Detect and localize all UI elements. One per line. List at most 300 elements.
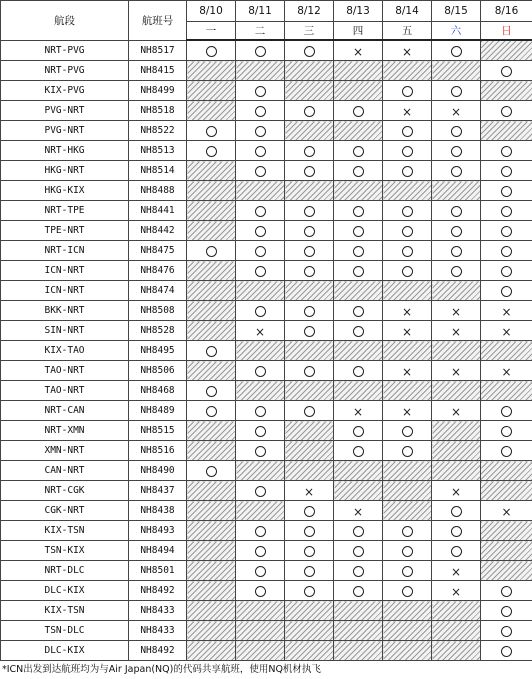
operating-cell (236, 581, 285, 601)
flight-number-cell: NH8437 (129, 481, 187, 501)
no-service-cell (187, 561, 236, 581)
flight-number-cell: NH8489 (129, 401, 187, 421)
operating-cell (285, 201, 334, 221)
cross-icon: × (501, 365, 512, 379)
operating-cell (334, 101, 383, 121)
circle-icon (304, 206, 315, 217)
table-row (1, 40, 532, 61)
operating-cell (285, 561, 334, 581)
operating-cell (432, 261, 481, 281)
no-service-cell (383, 501, 432, 521)
operating-cell (334, 541, 383, 561)
operating-cell (481, 201, 532, 221)
circle-icon (402, 526, 413, 537)
operating-cell (334, 521, 383, 541)
circle-icon (304, 246, 315, 257)
no-service-cell (334, 481, 383, 501)
circle-icon (353, 586, 364, 597)
operating-cell (432, 141, 481, 161)
operating-cell (285, 521, 334, 541)
circle-icon (501, 146, 512, 157)
circle-icon (353, 446, 364, 457)
circle-icon (451, 506, 462, 517)
circle-icon (353, 166, 364, 177)
operating-cell (285, 301, 334, 321)
operating-cell (432, 81, 481, 101)
table-row (1, 101, 532, 121)
no-service-cell (481, 541, 532, 561)
no-service-cell (334, 641, 383, 661)
weekday-header-saturday: 六 (432, 22, 481, 41)
no-service-cell (432, 601, 481, 621)
operating-cell (432, 241, 481, 261)
flight-number-cell: NH8442 (129, 221, 187, 241)
operating-cell (481, 581, 532, 601)
route-cell: NRT-CGK (1, 481, 129, 501)
cancelled-cell (481, 501, 532, 521)
no-service-cell (481, 561, 532, 581)
circle-icon (304, 546, 315, 557)
circle-icon (402, 126, 413, 137)
cross-icon: × (450, 305, 462, 319)
operating-cell (236, 401, 285, 421)
circle-icon (255, 226, 266, 237)
table-row (1, 501, 532, 521)
operating-cell (285, 581, 334, 601)
flight-number-cell: NH8501 (129, 561, 187, 581)
cancelled-cell (432, 321, 481, 341)
route-cell: NRT-DLC (1, 561, 129, 581)
weekday-header: 四 (334, 22, 383, 41)
circle-icon (501, 246, 512, 257)
circle-icon (255, 86, 266, 97)
operating-cell (187, 401, 236, 421)
cancelled-cell (432, 581, 481, 601)
operating-cell (383, 441, 432, 461)
circle-icon (451, 266, 462, 277)
route-cell: PVG-NRT (1, 101, 129, 121)
circle-icon (402, 426, 413, 437)
weekday-header: 二 (236, 22, 285, 41)
cancelled-cell (383, 361, 432, 381)
no-service-cell (187, 441, 236, 461)
operating-cell (432, 40, 481, 61)
no-service-cell (383, 481, 432, 501)
operating-cell (383, 521, 432, 541)
no-service-cell (334, 461, 383, 481)
circle-icon (206, 46, 217, 57)
circle-icon (353, 546, 364, 557)
operating-cell (334, 261, 383, 281)
table-row (1, 221, 532, 241)
flight-number-cell: NH8517 (129, 40, 187, 61)
no-service-cell (334, 601, 383, 621)
route-cell: KIX-TSN (1, 521, 129, 541)
footnote: *ICN出发到达航班均为与Air Japan(NQ)的代码共享航班，使用NQ机材执飞 (2, 664, 321, 675)
table-row (1, 281, 532, 301)
no-service-cell (432, 281, 481, 301)
operating-cell (383, 81, 432, 101)
cross-icon: × (501, 325, 512, 339)
operating-cell (285, 40, 334, 61)
cancelled-cell (432, 561, 481, 581)
operating-cell (383, 421, 432, 441)
table-row (1, 401, 532, 421)
operating-cell (432, 521, 481, 541)
flight-number-cell: NH8468 (129, 381, 187, 401)
circle-icon (353, 206, 364, 217)
circle-icon (451, 526, 462, 537)
circle-icon (353, 526, 364, 537)
no-service-cell (383, 281, 432, 301)
no-service-cell (285, 281, 334, 301)
flight-number-cell: NH8493 (129, 521, 187, 541)
no-service-cell (236, 641, 285, 661)
operating-cell (334, 421, 383, 441)
operating-cell (187, 241, 236, 261)
circle-icon (206, 246, 217, 257)
flight-number-cell: NH8476 (129, 261, 187, 281)
cross-icon: × (450, 325, 462, 339)
no-service-cell (187, 621, 236, 641)
cross-icon: × (450, 405, 462, 419)
table-row (1, 301, 532, 321)
route-cell: TSN-DLC (1, 621, 129, 641)
operating-cell (481, 641, 532, 661)
no-service-cell (187, 501, 236, 521)
no-service-cell (285, 181, 334, 201)
circle-icon (353, 266, 364, 277)
no-service-cell (236, 461, 285, 481)
no-service-cell (187, 261, 236, 281)
route-column-header: 航段 (1, 1, 129, 41)
circle-icon (206, 146, 217, 157)
flight-number-cell: NH8492 (129, 641, 187, 661)
operating-cell (236, 481, 285, 501)
cross-icon: × (450, 585, 462, 599)
no-service-cell (236, 181, 285, 201)
flight-number-cell: NH8515 (129, 421, 187, 441)
circle-icon (402, 586, 413, 597)
table-row (1, 201, 532, 221)
operating-cell (187, 121, 236, 141)
cross-icon: × (450, 565, 462, 579)
weekday-header: 五 (383, 22, 432, 41)
no-service-cell (285, 461, 334, 481)
circle-icon (353, 306, 364, 317)
route-cell: TSN-KIX (1, 541, 129, 561)
operating-cell (285, 141, 334, 161)
cross-icon: × (401, 305, 413, 319)
flight-number-cell: NH8433 (129, 621, 187, 641)
date-header: 8/13 (334, 1, 383, 22)
circle-icon (255, 206, 266, 217)
no-service-cell (432, 641, 481, 661)
no-service-cell (383, 621, 432, 641)
no-service-cell (187, 101, 236, 121)
route-cell: NRT-CAN (1, 401, 129, 421)
table-row (1, 581, 532, 601)
operating-cell (432, 121, 481, 141)
circle-icon (451, 126, 462, 137)
route-cell: ICN-NRT (1, 281, 129, 301)
circle-icon (451, 86, 462, 97)
circle-icon (304, 46, 315, 57)
circle-icon (255, 546, 266, 557)
no-service-cell (236, 501, 285, 521)
operating-cell (236, 101, 285, 121)
table-row (1, 341, 532, 361)
no-service-cell (187, 361, 236, 381)
cancelled-cell (383, 301, 432, 321)
table-row (1, 601, 532, 621)
flight-number-cell: NH8415 (129, 61, 187, 81)
no-service-cell (432, 461, 481, 481)
circle-icon (255, 526, 266, 537)
flight-number-cell: NH8492 (129, 581, 187, 601)
cross-icon: × (450, 485, 462, 499)
no-service-cell (334, 341, 383, 361)
operating-cell (236, 361, 285, 381)
circle-icon (451, 206, 462, 217)
cancelled-cell (432, 401, 481, 421)
no-service-cell (285, 621, 334, 641)
no-service-cell (187, 481, 236, 501)
circle-icon (501, 226, 512, 237)
operating-cell (383, 221, 432, 241)
cross-icon: × (450, 365, 462, 379)
flight-number-cell: NH8514 (129, 161, 187, 181)
cancelled-cell (432, 361, 481, 381)
flight-number-cell: NH8522 (129, 121, 187, 141)
no-service-cell (481, 381, 532, 401)
circle-icon (402, 566, 413, 577)
circle-icon (501, 106, 512, 117)
flight-number-cell: NH8495 (129, 341, 187, 361)
flight-number-cell: NH8516 (129, 441, 187, 461)
operating-cell (236, 161, 285, 181)
operating-cell (285, 321, 334, 341)
no-service-cell (432, 441, 481, 461)
operating-cell (432, 201, 481, 221)
table-row (1, 521, 532, 541)
operating-cell (481, 221, 532, 241)
operating-cell (481, 161, 532, 181)
operating-cell (481, 141, 532, 161)
operating-cell (481, 621, 532, 641)
circle-icon (255, 586, 266, 597)
operating-cell (236, 141, 285, 161)
circle-icon (255, 406, 266, 417)
table-row (1, 561, 532, 581)
route-cell: NRT-TPE (1, 201, 129, 221)
circle-icon (353, 426, 364, 437)
operating-cell (236, 541, 285, 561)
operating-cell (334, 321, 383, 341)
table-row (1, 381, 532, 401)
route-cell: TPE-NRT (1, 221, 129, 241)
date-header: 8/11 (236, 1, 285, 22)
no-service-cell (187, 281, 236, 301)
no-service-cell (187, 641, 236, 661)
flight-number-cell: NH8488 (129, 181, 187, 201)
cancelled-cell (432, 101, 481, 121)
operating-cell (334, 141, 383, 161)
no-service-cell (285, 381, 334, 401)
cancelled-cell (334, 401, 383, 421)
circle-icon (353, 146, 364, 157)
circle-icon (304, 326, 315, 337)
circle-icon (402, 146, 413, 157)
circle-icon (255, 106, 266, 117)
circle-icon (501, 206, 512, 217)
no-service-cell (481, 81, 532, 101)
operating-cell (334, 441, 383, 461)
cross-icon: × (501, 505, 512, 519)
circle-icon (353, 326, 364, 337)
operating-cell (285, 221, 334, 241)
flight-number-cell: NH8475 (129, 241, 187, 261)
operating-cell (383, 241, 432, 261)
table-row (1, 261, 532, 281)
no-service-cell (285, 441, 334, 461)
cross-icon: × (352, 405, 364, 419)
cancelled-cell (432, 481, 481, 501)
route-cell: NRT-ICN (1, 241, 129, 261)
flight-number-cell: NH8438 (129, 501, 187, 521)
no-service-cell (383, 461, 432, 481)
cross-icon: × (401, 105, 413, 119)
no-service-cell (383, 341, 432, 361)
cross-icon: × (450, 105, 462, 119)
circle-icon (304, 526, 315, 537)
route-cell: TAO-NRT (1, 361, 129, 381)
circle-icon (353, 566, 364, 577)
cross-icon: × (352, 505, 364, 519)
circle-icon (255, 166, 266, 177)
no-service-cell (432, 621, 481, 641)
circle-icon (501, 66, 512, 77)
circle-icon (501, 266, 512, 277)
no-service-cell (187, 61, 236, 81)
circle-icon (206, 406, 217, 417)
circle-icon (304, 166, 315, 177)
cancelled-cell (481, 321, 532, 341)
no-service-cell (334, 61, 383, 81)
no-service-cell (285, 421, 334, 441)
circle-icon (451, 546, 462, 557)
no-service-cell (285, 61, 334, 81)
operating-cell (481, 281, 532, 301)
operating-cell (285, 261, 334, 281)
operating-cell (187, 141, 236, 161)
circle-icon (501, 426, 512, 437)
circle-icon (501, 406, 512, 417)
operating-cell (187, 40, 236, 61)
operating-cell (236, 241, 285, 261)
flight-number-cell: NH8441 (129, 201, 187, 221)
date-header-row (1, 1, 532, 22)
schedule-body (1, 40, 532, 661)
flight-number-cell: NH8433 (129, 601, 187, 621)
route-cell: NRT-HKG (1, 141, 129, 161)
operating-cell (236, 201, 285, 221)
circle-icon (304, 266, 315, 277)
route-cell: NRT-PVG (1, 40, 129, 61)
cancelled-cell (383, 401, 432, 421)
table-row (1, 421, 532, 441)
circle-icon (304, 106, 315, 117)
flight-number-cell: NH8499 (129, 81, 187, 101)
circle-icon (451, 46, 462, 57)
circle-icon (304, 406, 315, 417)
operating-cell (334, 361, 383, 381)
operating-cell (285, 361, 334, 381)
operating-cell (236, 121, 285, 141)
operating-cell (432, 221, 481, 241)
circle-icon (255, 266, 266, 277)
operating-cell (481, 421, 532, 441)
circle-icon (255, 146, 266, 157)
operating-cell (481, 601, 532, 621)
no-service-cell (285, 121, 334, 141)
circle-icon (353, 226, 364, 237)
circle-icon (501, 626, 512, 637)
operating-cell (236, 261, 285, 281)
circle-icon (501, 166, 512, 177)
operating-cell (285, 501, 334, 521)
circle-icon (255, 366, 266, 377)
cross-icon: × (501, 305, 512, 319)
table-row (1, 81, 532, 101)
cross-icon: × (401, 45, 413, 59)
no-service-cell (432, 381, 481, 401)
operating-cell (334, 161, 383, 181)
circle-icon (451, 246, 462, 257)
operating-cell (481, 101, 532, 121)
no-service-cell (334, 121, 383, 141)
flight-number-cell: NH8528 (129, 321, 187, 341)
circle-icon (304, 146, 315, 157)
operating-cell (236, 441, 285, 461)
route-cell: DLC-KIX (1, 581, 129, 601)
circle-icon (304, 366, 315, 377)
cancelled-cell (285, 481, 334, 501)
circle-icon (451, 226, 462, 237)
date-header: 8/10 (187, 1, 236, 22)
circle-icon (255, 426, 266, 437)
operating-cell (285, 401, 334, 421)
operating-cell (383, 141, 432, 161)
no-service-cell (432, 61, 481, 81)
operating-cell (481, 441, 532, 461)
circle-icon (206, 386, 217, 397)
circle-icon (501, 646, 512, 657)
circle-icon (353, 246, 364, 257)
no-service-cell (481, 121, 532, 141)
table-row (1, 481, 532, 501)
no-service-cell (334, 381, 383, 401)
weekday-header: 三 (285, 22, 334, 41)
table-row (1, 121, 532, 141)
no-service-cell (187, 201, 236, 221)
no-service-cell (285, 641, 334, 661)
operating-cell (236, 40, 285, 61)
circle-icon (402, 86, 413, 97)
flight-number-cell: NH8508 (129, 301, 187, 321)
route-cell: DLC-KIX (1, 641, 129, 661)
cross-icon: × (303, 485, 315, 499)
